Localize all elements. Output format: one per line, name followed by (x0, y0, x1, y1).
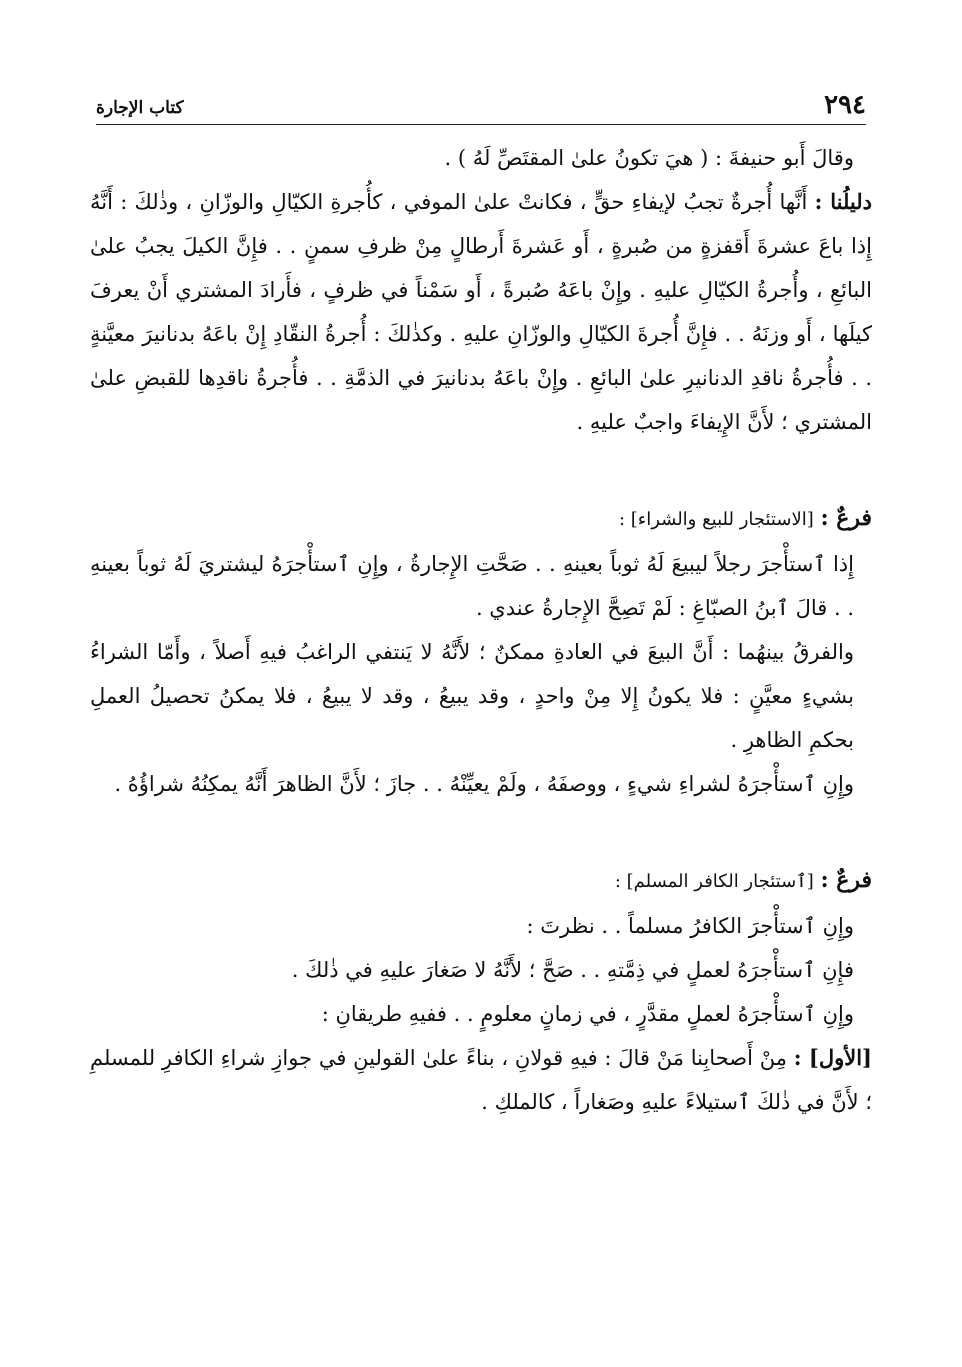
heading-label: فرعٌ : (820, 505, 872, 531)
paragraph-text: وقالَ أَبو حنيفةَ : ( هيَ تكونُ علىٰ المقتَصِّ لَهُ ) . (444, 146, 854, 170)
page-number: ٢٩٤ (824, 90, 866, 120)
running-title: كتاب الإجارة (96, 98, 184, 118)
paragraph-text: مِنْ أَصحابِنا مَنْ قالَ : فيهِ قولانِ ، بناءً علىٰ القولينِ في جوازِ شراءِ الكافرِ للمسلمِ ؛ لأَنَّ في ذٰلكَ ٱستيلاءً عليهِ وصَغاراً ، كالملكِ . (90, 1046, 872, 1114)
paragraph-text: وإِنِ ٱستأْجرَهُ لشراءِ شيءٍ ، ووصفَهُ ، ولَمْ يعيِّنْهُ . . جازَ ؛ لأَنَّ الظاهرَ أَنَّهُ يمكِنُهُ شراؤُهُ . (114, 772, 854, 796)
paragraph-hire-to-sell (90, 542, 872, 630)
paragraph-difference (90, 630, 872, 762)
paragraph-text: وإِنِ ٱستأْجرَهُ لعملٍ مقدَّرٍ ، في زمانٍ معلومٍ . . ففيهِ طريقانِ : (321, 1002, 854, 1026)
heading-title: [ٱستئجار الكافر المسلم] : (614, 871, 814, 892)
paragraph-abu-hanifa (90, 136, 872, 180)
heading-label: فرعٌ : (820, 867, 872, 893)
paragraph-described-item (90, 762, 872, 806)
page-body (90, 136, 872, 1124)
paragraph-work-in-liability (90, 948, 872, 992)
paragraph-text: وإِنِ ٱستأْجرَ الكافرُ مسلماً . . نظرتَ : (526, 914, 854, 938)
paragraph-text: إِذا ٱستأْجرَ رجلاً ليبيعَ لَهُ ثوباً بعينهِ . . صَحَّتِ الإِجارةُ ، وإِنِ ٱستأْجرَهُ ليشتريَ لَهُ ثوباً بعينهِ . . قالَ ٱبنُ الصبّاغِ : لَمْ تَصِحَّ الإِجارةُ عندي . (90, 552, 854, 620)
section-spacer (90, 444, 872, 496)
first-method-lead: [الأول] : (793, 1045, 872, 1070)
paragraph-first-method (90, 1036, 872, 1124)
paragraph-fixed-time-work (90, 992, 872, 1036)
paragraph-text: أَنَّها أُجرةٌ تجبُ لإيفاءِ حقٍّ ، فكانتْ علىٰ الموفي ، كأُجرةِ الكيّالِ والوزّانِ ، وذٰلكَ : أَنَّهُ إِذا باعَ عشرةَ أَقفزةٍ من صُبرةٍ ، أَو عَشرةَ أَرطالٍ مِنْ ظرفِ سمنٍ . . فإِنَّ الكيلَ يجبُ علىٰ البائعِ ، وأُجرةُ الكيّالِ عليهِ . وإِنْ باعَهُ صُبرةً ، أَو سَمْناً في ظرفٍ ، فأَرادَ المشتري أَنْ يعرفَ كيلَها ، أَو وزنَهُ . . فإِنَّ أُجرةَ الكيّالِ والوزّانِ عليهِ . وكذٰلكَ : أُجرةُ النقّادِ إِنْ باعَهُ بدنانيرَ معيَّنةٍ . . فأُجرةُ ناقدِ الدنانيرِ علىٰ البائعِ . وإِنْ باعَهُ بدنانيرَ في الذمَّةِ . . فأُجرةُ ناقدِها للقبضِ علىٰ المشتري ؛ لأَنَّ الإِيفاءَ واجبٌ عليهِ . (90, 190, 872, 434)
evidence-lead: دليلُنا : (814, 189, 873, 214)
paragraph-text: والفرقُ بينهُما : أَنَّ البيعَ في العادةِ ممكنٌ ؛ لأَنَّهُ لا يَنتفي الراغبُ فيهِ أَصلاً ، وأَمّا الشراءُ بشيءٍ معيَّنٍ : فلا يكونُ إِلا مِنْ واحدٍ ، وقد يبيعُ ، وقد لا يبيعُ ، فلا يمكنُ تحصيلُ العملِ بحكمِ الظاهرِ . (90, 640, 854, 752)
section-heading-disbeliever-hire (90, 858, 872, 904)
section-heading-sale-purchase (90, 496, 872, 542)
section-spacer (90, 806, 872, 858)
paragraph-evidence (90, 180, 872, 444)
page-header (96, 88, 866, 125)
heading-title: [الاستئجار للبيع والشراء] : (618, 509, 814, 530)
paragraph-text: فإِنِ ٱستأْجرَهُ لعملٍ في ذِمَّتهِ . . صَحَّ ؛ لأَنَّهُ لا صَغارَ عليهِ في ذٰلكَ . (291, 958, 854, 982)
paragraph-disbeliever-hires-muslim (90, 904, 872, 948)
